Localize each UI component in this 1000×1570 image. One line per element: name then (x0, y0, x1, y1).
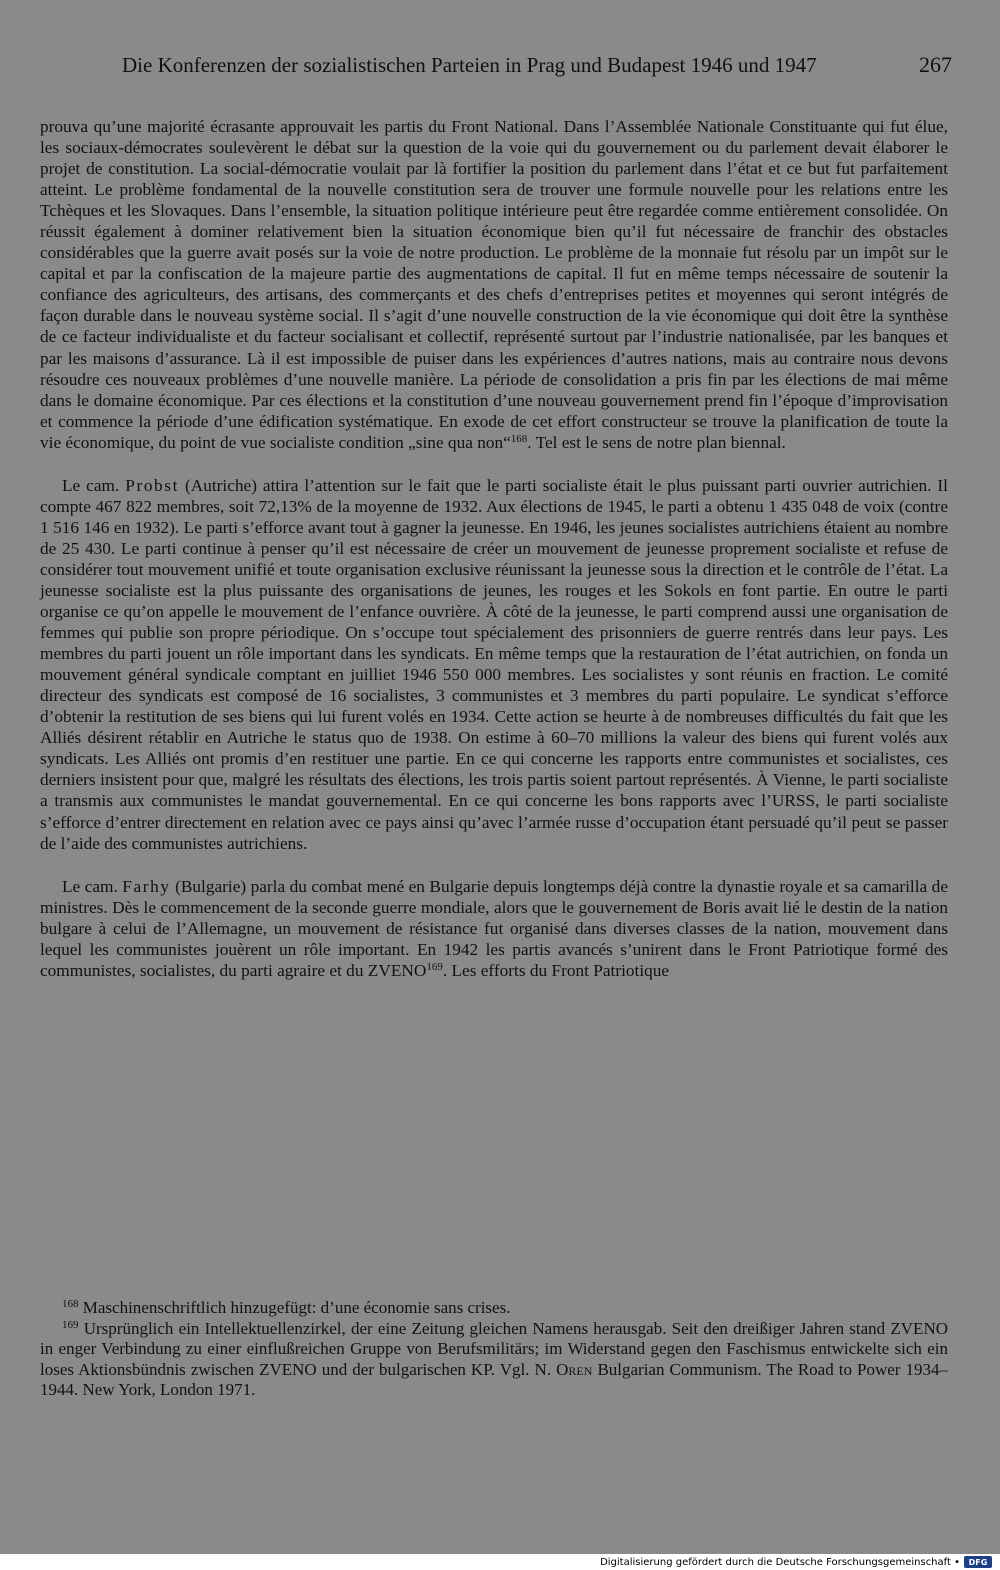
paragraph-2-text: (Autriche) attira l’attention sur le fait que le parti socialiste était le plus puissant parti ouvrier autrichien. Il compte 467 822 membres, soit 72,13% de la moyenne de 1932. Aux élections de 1945, le parti a obtenu 1 435 048 de voix (contre 1 516 146 en 1932). Le parti s’efforce avant tout à gagner la jeunesse. En 1946, les jeunes socialistes autrichiens étaient au nombre de 25 430. Le parti continue à penser qu’il est nécessaire de créer un mouvement de jeunesse proprement socialiste et refuse de considérer tout mouvement unifié et toute organisation exclusive réunissant la jeunesse sous la direction et le contrôle de l’état. La jeunesse socialiste est la plus puissante des organisations de jeunes, les rouges et les Sokols en font partie. En outre le parti organise ce qu’on appelle le mouvement de l’enfance ouvrière. À côté de la jeunesse, le parti comprend aussi une organisation de femmes qui publie son propre périodique. On s’occupe tout spécialement des prisonniers de guerre rentrés dans leur pays. Les membres du parti jouent un rôle important dans les syndicats. En même temps que la restauration de l’état autrichien, on fonda un mouvement général syndicale comptant en juilliet 1946 550 000 membres. Les socialistes y sont réunis en fraction. Le comité directeur des syndicats est composé de 16 socialistes, 3 communistes et 3 membres du parti populaire. Le syndicat s’efforce d’obtenir la restitution de ses biens qui lui furent volés en 1934. Cette action se heurte à de nombreuses difficultés du fait que les Alliés désirent rétablir en Autriche le status quo de 1938. On estime à 60–70 millions la valeur des biens qui furent volés aux syndicats. Les Alliés ont promis d’en restituer une partie. En ce qui concerne les rapports entre communistes et socialistes, ces derniers insistent pour que, malgré les résultats des élections, les trois partis soient partout représentés. À Vienne, le parti socialiste a transmis aux communistes le mandat gouvernemental. En ce qui concerne les bons rapports avec l’URSS, le parti socialiste s’efforce d’entrer directement en relation avec ce pays ainsi qu’avec l’armée russe d’occupation étant persuadé qu’il peut se passer de l’aide des communistes autrichiens. (40, 475, 948, 853)
footnote-169 (40, 1319, 948, 1401)
footnote-168-number: 168 (62, 1298, 79, 1310)
paragraph-3-tail: . Les efforts du Front Patriotique (442, 960, 670, 980)
dfg-logo-icon: DFG (964, 1556, 992, 1568)
page-number: 267 (919, 52, 952, 77)
footnote-ref-168: 168 (510, 432, 528, 445)
paragraph-2 (40, 475, 948, 854)
paragraph-3-lead: Le cam. (62, 876, 123, 896)
footnote-169-text: Ursprünglich ein Intellektuellenzirkel, der eine Zeitung gleichen Namens herausgab. Seit den dreißiger Jahren stand ZVENO in enger Verbindung zu einer einflußreichen Gruppe von Berufsmilitärs; im Widerstand gegen den Faschismus entwickelte sich ein loses Aktionsbündnis zwischen ZVENO und der bulgarischen KP. Vgl. N. (40, 1318, 948, 1379)
running-header (122, 52, 952, 82)
paragraph-1-text: prouva qu’une majorité écrasante approuvait les partis du Front National. Dans l’Assemblée Nationale Constituante qui fut élue, les sociaux-démocrates soulevèrent le débat sur la question de la voie qui du gouvernement ou du parlement devait élaborer le projet de constitution. La social-démocratie voulait par là fortifier la position du parlement dans l’état et ce but fut parfaitement atteint. Le problème fondamental de la nouvelle constitution sera de trouver une formule nouvelle pour les relations entre les Tchèques et les Slovaques. Dans l’ensemble, la situation politique intérieure peut être regardée comme entièrement consolidée. On réussit également à dominer relativement bien la situation économique bien qu’il fut nécessaire de franchir des obstacles considérables que la guerre avait posés sur la voie de notre production. Le problème de la monnaie fut résolu par un impôt sur le capital et par la confiscation de la majeure partie des augmentations de capital. Il fut en même temps nécessaire de soutenir la confiance des agriculteurs, des artisans, des commerçants et des chefs d’entreprises petites et moyennes qui seront intégrés de façon durable dans le nouveau système social. Il s’agit d’une nouvelle construction de la vie économique qui doit être la synthèse de ce facteur individualiste et du facteur socialisant et collectif, représenté surtout par l’industrie nationalisée, par les banques et par les maisons d’assurance. Là il est impossible de puiser dans les expériences d’autres nations, mais au contraire nous devons résoudre ces nouveaux problèmes d’une nouvelle manière. La période de consolidation a pris fin par les élections de mai même dans le domaine économique. Par ces élections et la constitution d’une nouveau gouvernement prend fin l’époque d’improvisation et commence la période d’une édification systématique. En exode de cet effort constructeur se trouve la planification de toute la vie économique, du point de vue socialiste condition „sine qua non“ (40, 117, 948, 452)
footnote-168-text: Maschinenschriftlich hinzugefügt: d’une économie sans crises. (78, 1298, 511, 1317)
footnote-169-author: Oren (556, 1359, 593, 1379)
speaker-probst: Probst (125, 475, 180, 495)
paragraph-3 (40, 876, 948, 981)
footnote-ref-169: 169 (426, 960, 443, 973)
paragraph-2-lead: Le cam. (62, 475, 126, 495)
footnotes (40, 1298, 948, 1401)
body-text (40, 116, 948, 981)
funding-credit: Digitalisierung gefördert durch die Deutsche Forschungsgemeinschaft • (600, 1556, 960, 1568)
footnote-169-number: 169 (62, 1318, 79, 1331)
paragraph-1-tail: . Tel est le sens de notre plan biennal. (527, 432, 786, 452)
digitization-footer (0, 1554, 1000, 1570)
paragraph-3-text: (Bulgarie) parla du combat mené en Bulgarie depuis longtemps déjà contre la dynastie royale et sa camarilla de ministres. Dès le commencement de la seconde guerre mondiale, alors que le gouvernement de Boris avait lié le destin de la nation bulgare à celui de l’Allemagne, un mouvement de résistance fut organisé dans diverses classes de la nation, mouvement dans lequel les communistes jouèrent un rôle important. En 1942 les partis avancés s’unirent dans le Front Patriotique formé des communistes, socialistes, du parti agraire et du ZVENO (40, 876, 948, 980)
running-title: Die Konferenzen der sozialistischen Parteien in Prag und Budapest 1946 und 1947 (122, 53, 817, 77)
paragraph-1 (40, 116, 948, 453)
speaker-farhy: Farhy (122, 876, 171, 896)
footnote-169-tail: Bulgarian Communism. The Road to Power 1934–1944. New York, London 1971. (40, 1359, 948, 1400)
footnote-168 (40, 1298, 948, 1319)
